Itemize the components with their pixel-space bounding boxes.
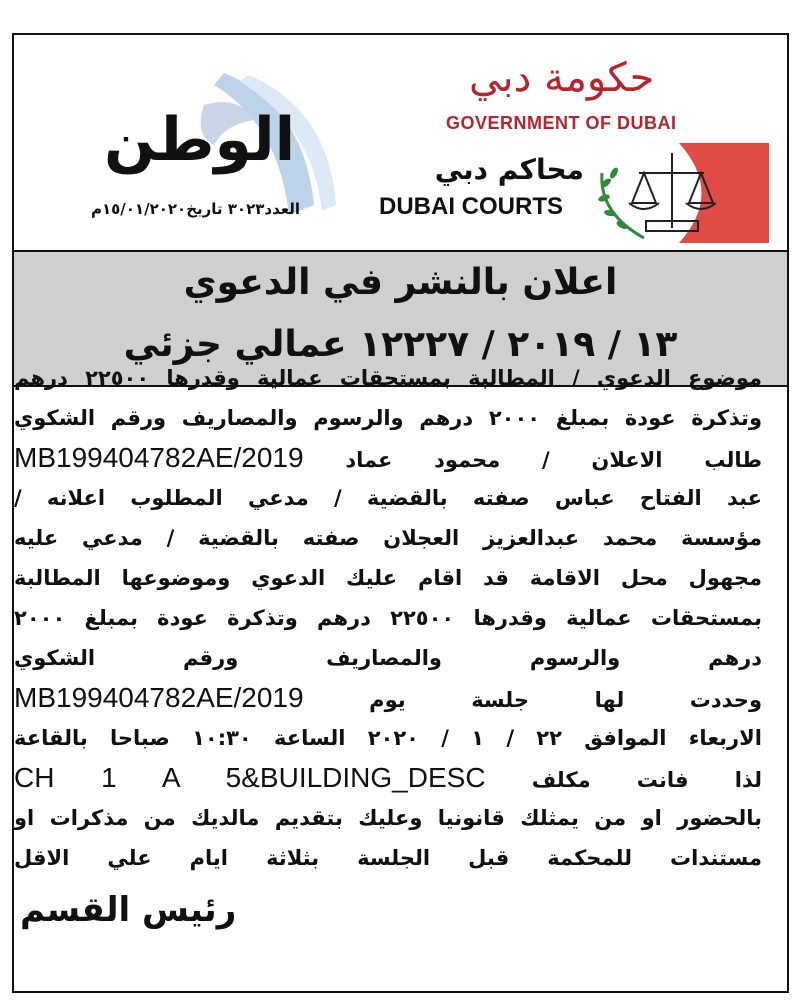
body-line: الاربعاء الموافق ٢٢ / ١ / ٢٠٢٠ الساعة ١٠:٣٠ صباحا بالقاعة bbox=[14, 726, 762, 750]
notice-title: اعلان بالنشر في الدعوي bbox=[183, 262, 618, 303]
case-number-line: ١٣ / ٢٠١٩ / ١٢٢٢٧ عمالي جزئي bbox=[123, 324, 678, 365]
body-line: بمستحقات عمالية وقدرها ٢٢٥٠٠ درهم وتذكرة عودة بمبلغ ٢٠٠٠ bbox=[14, 606, 762, 630]
body-line bbox=[14, 438, 762, 478]
body-line-text: وحددت لها جلسة يوم bbox=[369, 688, 762, 712]
header bbox=[14, 35, 787, 250]
body-line: مجهول محل الاقامة قد اقام عليك الدعوي وموضوعها المطالبة bbox=[14, 566, 762, 590]
government-name-arabic: حكومة دبي bbox=[469, 55, 655, 101]
courts-name-arabic: محاكم دبي bbox=[434, 153, 584, 186]
newspaper-name: الوطن bbox=[104, 105, 296, 175]
body-line-text: لذا فانت مكلف bbox=[531, 768, 762, 792]
body-line: عبد الفتاح عباس صفته بالقضية / مدعي المطلوب اعلانه / bbox=[14, 486, 762, 510]
body-line: وتذكرة عودة بمبلغ ٢٠٠٠ درهم والرسوم والمصاريف ورقم الشكوي bbox=[14, 406, 762, 430]
body-line: مستندات للمحكمة قبل الجلسة بثلاثة ايام علي الاقل bbox=[14, 846, 762, 870]
dubai-courts-emblem bbox=[584, 143, 769, 243]
complaint-number: MB199404782AE/2019 bbox=[14, 442, 304, 473]
body-line-text: طالب الاعلان / محمود عماد bbox=[345, 448, 762, 472]
body-line bbox=[14, 678, 762, 718]
hall-code: CH 1 A 5&BUILDING_DESC bbox=[14, 762, 486, 793]
body-line: موضوع الدعوي / المطالبة بمستحقات عمالية وقدرها ٢٢٥٠٠ درهم bbox=[14, 366, 762, 390]
signature-title: رئيس القسم bbox=[20, 890, 237, 930]
courts-name-english: DUBAI COURTS bbox=[379, 193, 563, 220]
body-line bbox=[14, 758, 762, 798]
issue-date-line: العدد٣٠٢٣ تاريخ١٥/٠١/٢٠٢٠م bbox=[90, 200, 300, 218]
body-line: بالحضور او من يمثلك قانونيا وعليك بتقديم مالديك من مذكرات او bbox=[14, 806, 762, 830]
body-line: مؤسسة محمد عبدالعزيز العجلان صفته بالقضية / مدعي عليه bbox=[14, 526, 762, 550]
complaint-number-repeat: MB199404782AE/2019 bbox=[14, 682, 304, 713]
notice-body bbox=[14, 358, 762, 878]
government-name-english: GOVERNMENT OF DUBAI bbox=[446, 113, 677, 133]
body-line: درهم والرسوم والمصاريف ورقم الشكوي bbox=[14, 646, 762, 670]
